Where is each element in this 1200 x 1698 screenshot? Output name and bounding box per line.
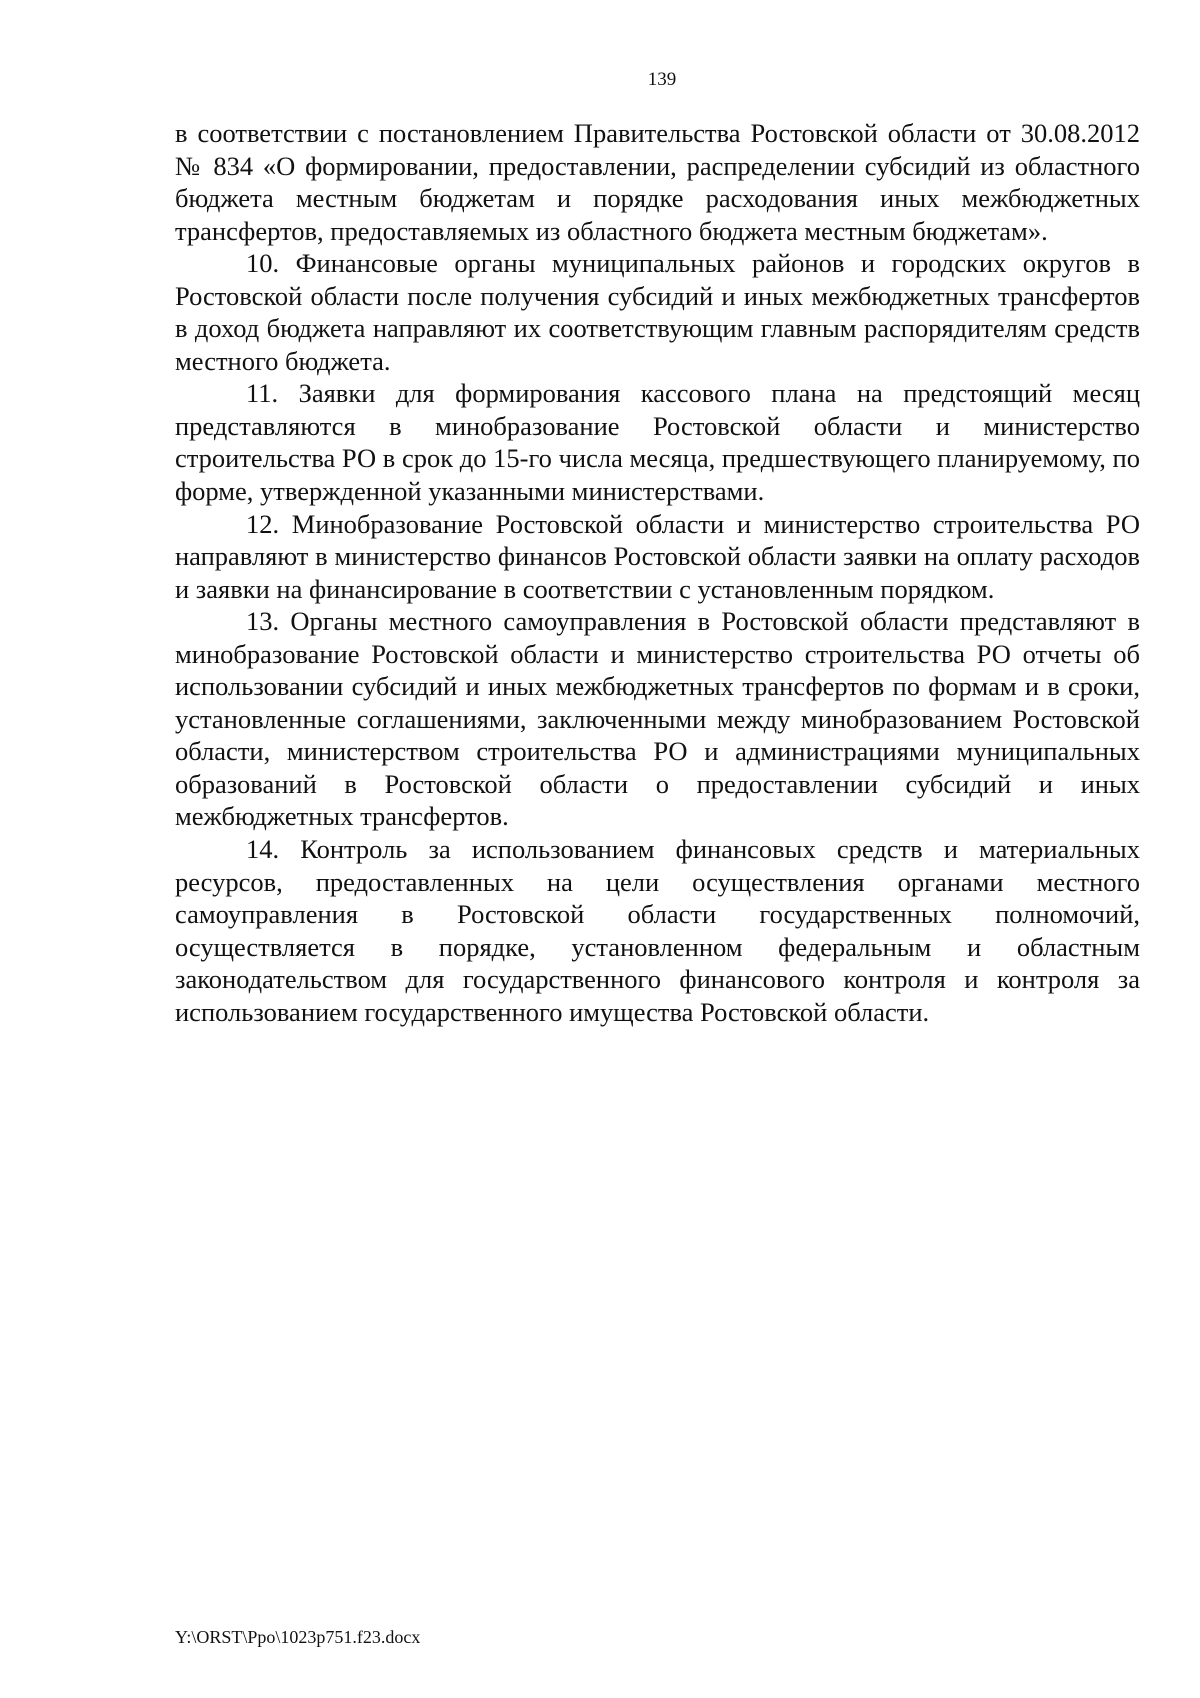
page-number: 139 [647, 69, 677, 90]
footer-file-path: Y:\ORST\Ppo\1023p751.f23.docx [175, 1627, 421, 1647]
paragraph-11: 11. Заявки для формирования кассового плана на предстоящий месяц представляются в минобразование Ростовской области и министерство строительства РО в срок до 15-го числа месяца, предшествующего планируемому, по форме, утвержденной указанными министерствами. [175, 378, 1140, 507]
paragraph-10: 10. Финансовые органы муниципальных районов и городских округов в Ростовской области после получения субсидий и иных межбюджетных трансфертов в доход бюджета направляют их соответствующим главным распорядителям средств местного бюджета. [175, 248, 1140, 376]
paragraph-14: 14. Контроль за использованием финансовых средств и материальных ресурсов, предоставленных на цели осуществления органами местного самоуправления в Ростовской области государственных полномочий, осуществляется в порядке, установленном федеральным и областным законодательством для государственного финансового контроля и контроля за использованием государственного имущества Ростовской области. [175, 834, 1140, 1027]
paragraph-13: 13. Органы местного самоуправления в Ростовской области представляют в минобразование Ростовской области и министерство строительства РО отчеты об использовании субсидий и иных межбюджетных трансфертов по формам и в сроки, установленные соглашениями, заключенными между минобразованием Ростовской области, министерством строительства РО и администрациями муниципальных образований в Ростовской области о предоставлении субсидий и иных межбюджетных трансфертов. [175, 606, 1140, 832]
paragraph-12: 12. Минобразование Ростовской области и министерство строительства РО направляют в министерство финансов Ростовской области заявки на оплату расходов и заявки на финансирование в соответствии с установленным порядком. [175, 508, 1140, 604]
paragraph-continuation: в соответствии с постановлением Правительства Ростовской области от 30.08.2012 № 834 «О формировании, предоставлении, распределении субсидий из областного бюджета местным бюджетам и порядке расходования иных межбюджетных трансфертов, предоставляемых из областного бюджета местным бюджетам». [175, 118, 1140, 246]
document-body [175, 117, 1140, 1028]
